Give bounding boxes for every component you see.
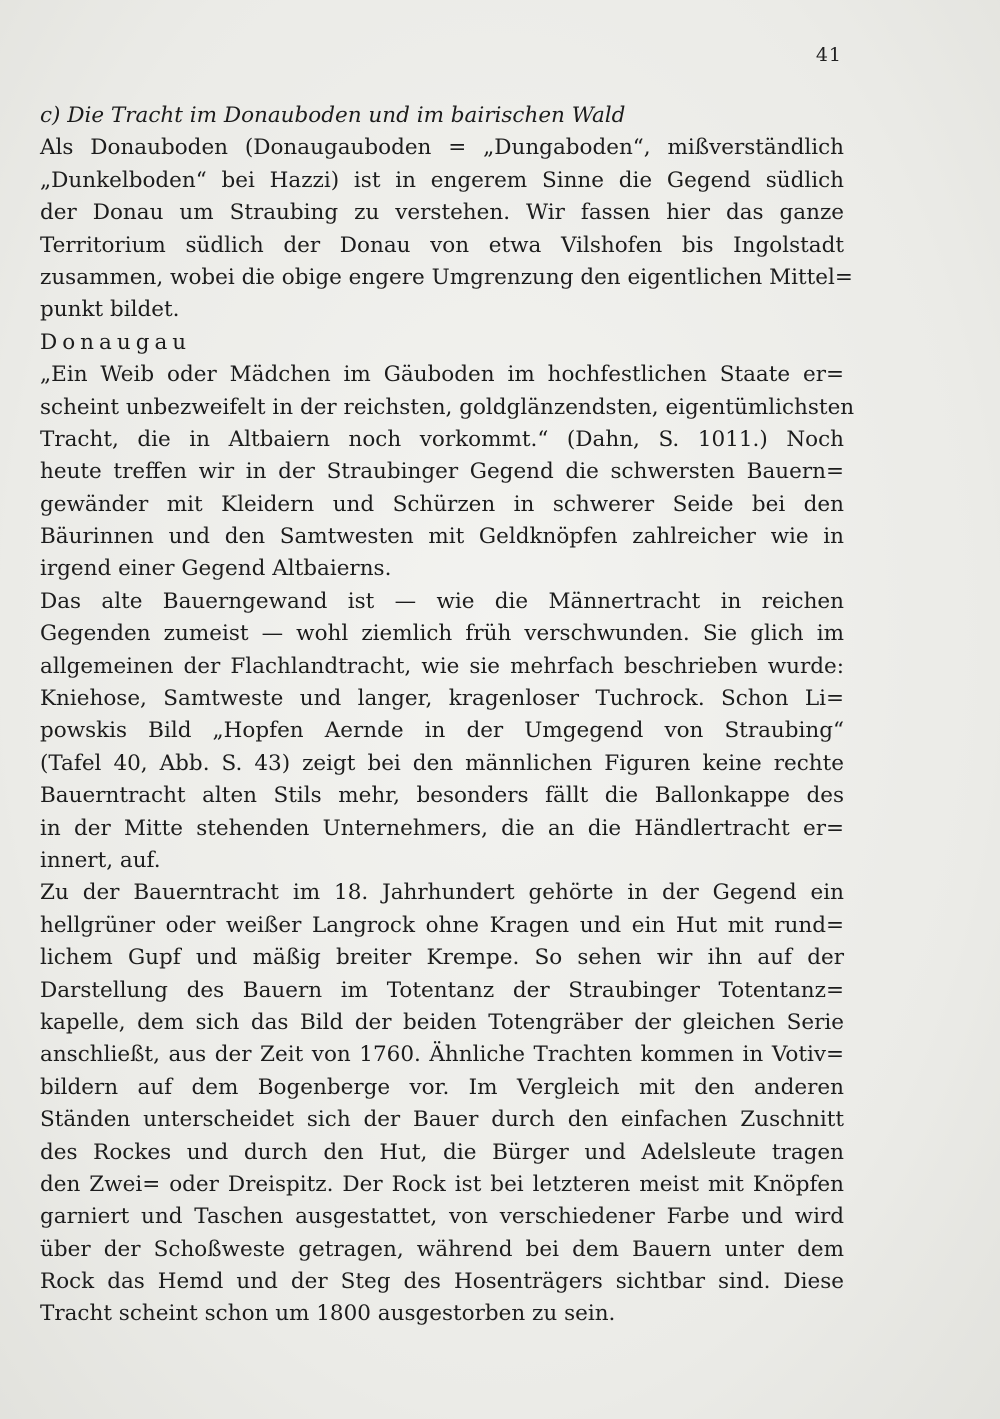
text-line: „Ein Weib oder Mädchen im Gäuboden im hochfestlichen Staate er= (40, 362, 844, 388)
section-heading: c) Die Tracht im Donauboden und im bairischen Wald (40, 103, 626, 128)
text-line: Als Donauboden (Donaugauboden = „Dungaboden“, mißverständlich (40, 135, 844, 161)
text-line: Zu der Bauerntracht im 18. Jahrhundert gehörte in der Gegend ein (40, 880, 844, 906)
text-line: über der Schoßweste getragen, während bei dem Bauern unter dem (40, 1236, 844, 1262)
text-line: Gegenden zumeist — wohl ziemlich früh verschwunden. Sie glich im (40, 621, 844, 647)
text-line: Tracht, die in Altbaiern noch vorkommt.“ (Dahn, S. 1011.) Noch (40, 426, 844, 452)
body-text (40, 100, 855, 1331)
text-line: lichem Gupf und mäßig breiter Krempe. So sehen wir ihn auf der (40, 945, 844, 971)
text-line: garniert und Taschen ausgestattet, von verschiedener Farbe und wird (40, 1204, 844, 1230)
text-line: anschließt, aus der Zeit von 1760. Ähnliche Trachten kommen in Votiv= (40, 1042, 844, 1068)
text-line: irgend einer Gegend Altbaierns. (40, 556, 392, 582)
text-line: zusammen, wobei die obige engere Umgrenzung den eigentlichen Mittel= (40, 264, 853, 290)
text-line: scheint unbezweifelt in der reichsten, goldglänzendsten, eigentümlichsten (40, 394, 855, 420)
text-line: bildern auf dem Bogenberge vor. Im Vergleich mit den anderen (40, 1074, 844, 1100)
text-line: powskis Bild „Hopfen Aernde in der Umgegend von Straubing“ (40, 718, 844, 744)
text-line: Das alte Bauerngewand ist — wie die Männertracht in reichen (40, 588, 844, 614)
text-line: Territorium südlich der Donau von etwa Vilshofen bis Ingolstadt (40, 232, 844, 258)
text-line: des Rockes und durch den Hut, die Bürger und Adelsleute tragen (40, 1139, 844, 1165)
text-line: Darstellung des Bauern im Totentanz der Straubinger Totentanz= (40, 977, 844, 1003)
text-line: Kniehose, Samtweste und langer, kragenloser Tuchrock. Schon Li= (40, 686, 844, 712)
text-line: hellgrüner oder weißer Langrock ohne Kragen und ein Hut mit rund= (40, 912, 844, 938)
text-line: punkt bildet. (40, 297, 180, 323)
text-line: der Donau um Straubing zu verstehen. Wir fassen hier das ganze (40, 200, 844, 226)
text-line: (Tafel 40, Abb. S. 43) zeigt bei den männlichen Figuren keine rechte (40, 750, 844, 776)
text-line: Bauerntracht alten Stils mehr, besonders fällt die Ballonkappe des (40, 783, 844, 809)
text-line: allgemeinen der Flachlandtracht, wie sie mehrfach beschrieben wurde: (40, 653, 844, 679)
subsection-heading: Donaugau (40, 329, 192, 355)
text-line: „Dunkelboden“ bei Hazzi) ist in engerem Sinne die Gegend südlich (40, 167, 844, 193)
text-line: Tracht scheint schon um 1800 ausgestorben zu sein. (40, 1301, 616, 1327)
text-line: heute treffen wir in der Straubinger Gegend die schwersten Bauern= (40, 459, 844, 485)
text-line: gewänder mit Kleidern und Schürzen in schwerer Seide bei den (40, 491, 844, 517)
text-line: innert, auf. (40, 847, 161, 873)
text-line: in der Mitte stehenden Unternehmers, die an die Händlertracht er= (40, 815, 844, 841)
text-line: Ständen unterscheidet sich der Bauer durch den einfachen Zuschnitt (40, 1107, 844, 1133)
text-line: Bäurinnen und den Samtwesten mit Geldknöpfen zahlreicher wie in (40, 524, 844, 550)
text-line: Rock das Hemd und der Steg des Hosenträgers sichtbar sind. Diese (40, 1269, 844, 1295)
page-number: 41 (815, 44, 842, 66)
text-line: den Zwei= oder Dreispitz. Der Rock ist bei letzteren meist mit Knöpfen (40, 1171, 844, 1197)
text-line: kapelle, dem sich das Bild der beiden Totengräber der gleichen Serie (40, 1009, 844, 1035)
